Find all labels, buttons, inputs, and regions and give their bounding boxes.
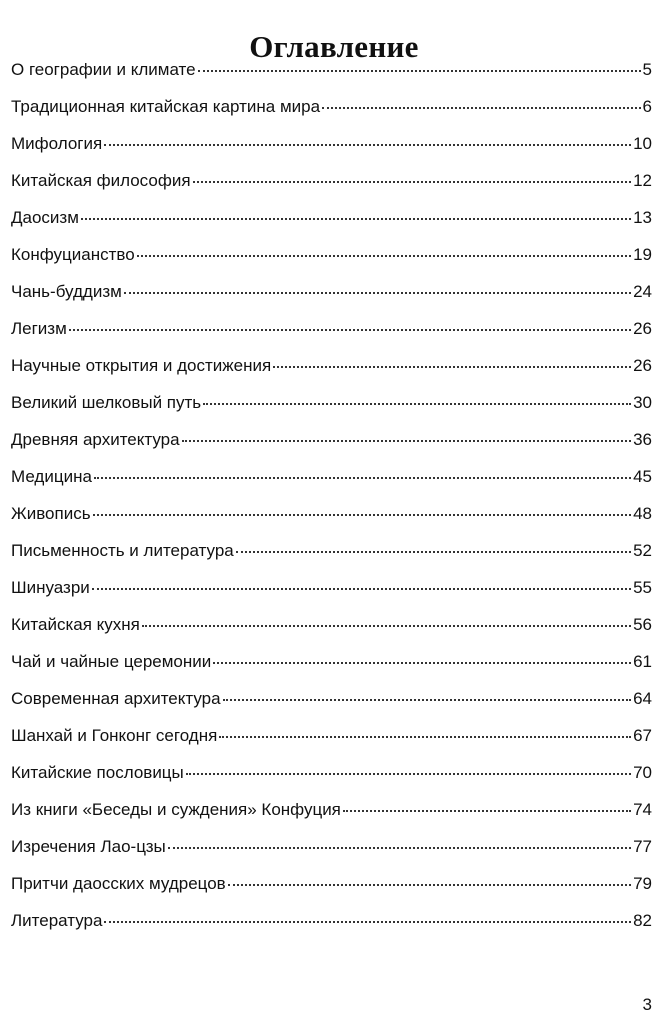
toc-entry[interactable] — [11, 536, 652, 573]
toc-entry[interactable] — [11, 388, 652, 425]
toc-entry-page: 5 — [642, 60, 652, 79]
toc-entry-page: 24 — [633, 282, 652, 301]
dot-leader — [343, 809, 631, 812]
toc-entry-page: 82 — [633, 911, 652, 930]
dot-leader — [322, 106, 640, 109]
toc-entry-page: 52 — [633, 541, 652, 560]
toc-entry-page: 79 — [633, 874, 652, 893]
toc-entry-title: Конфуцианство — [11, 245, 135, 264]
toc-entry[interactable] — [11, 277, 652, 314]
dot-leader — [104, 920, 631, 923]
toc-entry[interactable] — [11, 758, 652, 795]
dot-leader — [124, 291, 631, 294]
toc-entry-page: 26 — [633, 319, 652, 338]
toc-entry[interactable] — [11, 795, 652, 832]
toc-entry-title: Чай и чайные церемонии — [11, 652, 212, 671]
toc-entry[interactable] — [11, 55, 652, 92]
toc-entry[interactable] — [11, 684, 652, 721]
page-title: Оглавление — [249, 28, 419, 64]
toc-entry-page: 26 — [633, 356, 652, 375]
dot-leader — [137, 254, 631, 257]
toc-entry-title: Традиционная китайская картина мира — [11, 97, 321, 116]
toc-entry-page: 48 — [633, 504, 652, 523]
toc-entry-title: Медицина — [11, 467, 92, 486]
toc-entry[interactable] — [11, 203, 652, 240]
toc-entry-title: Живопись — [11, 504, 91, 523]
toc-entry[interactable] — [11, 462, 652, 499]
toc-entry-page: 55 — [633, 578, 652, 597]
toc-entry-title: Из книги «Беседы и суждения» Конфуция — [11, 800, 341, 819]
toc-entry-title: Письменность и литература — [11, 541, 234, 560]
toc-entry-title: Китайская философия — [11, 171, 191, 190]
toc-entry-page: 45 — [633, 467, 652, 486]
dot-leader — [273, 365, 631, 368]
dot-leader — [228, 883, 631, 886]
toc-entry-title: Современная архитектура — [11, 689, 221, 708]
toc-entry[interactable] — [11, 129, 652, 166]
toc-entry-title: Великий шелковый путь — [11, 393, 202, 412]
toc-entry-title: Чань-буддизм — [11, 282, 122, 301]
dot-leader — [236, 550, 631, 553]
dot-leader — [104, 143, 631, 146]
toc-entry-title: Мифология — [11, 134, 103, 153]
toc-entry-page: 10 — [633, 134, 652, 153]
dot-leader — [219, 735, 631, 738]
toc-entry[interactable] — [11, 647, 652, 684]
dot-leader — [81, 217, 631, 220]
dot-leader — [223, 698, 632, 701]
toc-entry-title: Легизм — [11, 319, 67, 338]
toc-entry-page: 19 — [633, 245, 652, 264]
dot-leader — [213, 661, 631, 664]
toc-entry[interactable] — [11, 869, 652, 906]
toc-entry-page: 13 — [633, 208, 652, 227]
toc-entry-page: 61 — [633, 652, 652, 671]
toc-entry-page: 30 — [633, 393, 652, 412]
toc-entry-page: 67 — [633, 726, 652, 745]
dot-leader — [69, 328, 631, 331]
toc-entry[interactable] — [11, 314, 652, 351]
toc-entry-title: Литература — [11, 911, 103, 930]
toc-entry-page: 64 — [633, 689, 652, 708]
dot-leader — [203, 402, 631, 405]
toc-entry-title: Изречения Лао-цзы — [11, 837, 166, 856]
toc-entry-title: Научные открытия и достижения — [11, 356, 272, 375]
dot-leader — [198, 69, 641, 72]
toc-entry-title: Китайские пословицы — [11, 763, 184, 782]
dot-leader — [94, 476, 631, 479]
dot-leader — [186, 772, 631, 775]
toc-entry-page: 12 — [633, 171, 652, 190]
toc-entry-page: 74 — [633, 800, 652, 819]
page-number: 3 — [642, 995, 652, 1014]
toc-entry[interactable] — [11, 166, 652, 203]
toc-entry[interactable] — [11, 573, 652, 610]
toc-entry[interactable] — [11, 610, 652, 647]
toc-entry[interactable] — [11, 906, 652, 943]
toc-entry-title: О географии и климате — [11, 60, 196, 79]
toc-entry-page: 70 — [633, 763, 652, 782]
toc-entry[interactable] — [11, 351, 652, 388]
toc-entry-page: 36 — [633, 430, 652, 449]
toc-entry-page: 56 — [633, 615, 652, 634]
toc-entry-page: 6 — [642, 97, 652, 116]
toc-entry[interactable] — [11, 240, 652, 277]
toc-entry-title: Шанхай и Гонконг сегодня — [11, 726, 218, 745]
dot-leader — [92, 587, 631, 590]
toc-entry-title: Притчи даосских мудрецов — [11, 874, 226, 893]
dot-leader — [93, 513, 632, 516]
toc-entry[interactable] — [11, 425, 652, 462]
toc-entry-title: Китайская кухня — [11, 615, 140, 634]
dot-leader — [142, 624, 631, 627]
dot-leader — [193, 180, 632, 183]
dot-leader — [168, 846, 631, 849]
toc-entry[interactable] — [11, 92, 652, 129]
table-of-contents — [11, 55, 652, 943]
toc-entry-title: Древняя архитектура — [11, 430, 180, 449]
toc-entry[interactable] — [11, 721, 652, 758]
toc-entry-title: Шинуазри — [11, 578, 90, 597]
toc-entry-title: Даосизм — [11, 208, 79, 227]
dot-leader — [182, 439, 632, 442]
toc-entry-page: 77 — [633, 837, 652, 856]
toc-entry[interactable] — [11, 832, 652, 869]
toc-entry[interactable] — [11, 499, 652, 536]
